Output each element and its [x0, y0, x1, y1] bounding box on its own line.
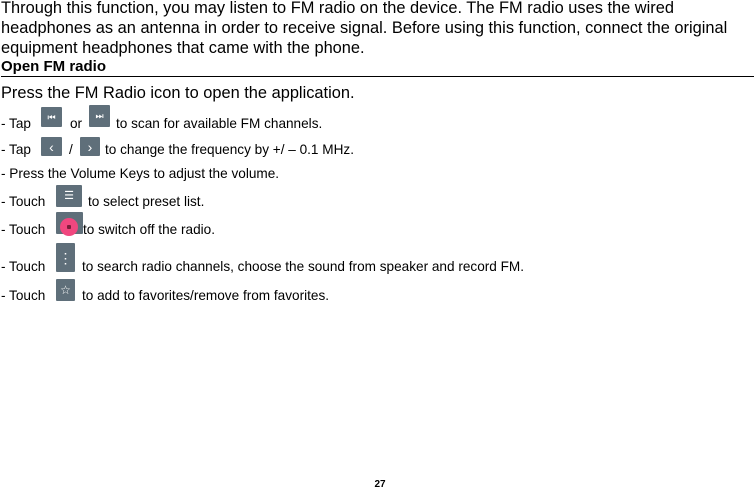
instruction-scan: [1, 110, 401, 134]
instruction-prefix: - Touch: [1, 288, 46, 303]
instruction-volume: - Press the Volume Keys to adjust the volume.: [1, 166, 280, 181]
instruction-menu: [1, 249, 601, 277]
instruction-prefix: - Tap: [1, 116, 31, 131]
instruction-power: [1, 222, 401, 240]
instruction-prefix: - Touch: [1, 222, 46, 237]
instruction-prefix: - Touch: [1, 259, 46, 274]
instruction-text: to switch off the radio.: [83, 222, 215, 237]
power-icon-container: [56, 212, 83, 234]
next-station-icon: ⏭: [89, 105, 110, 127]
instruction-tune: [1, 138, 401, 160]
instruction-or: or: [70, 116, 83, 131]
instruction-preset: [1, 189, 401, 212]
list-icon: ☰: [56, 185, 82, 207]
instruction-text: to select preset list.: [88, 194, 205, 209]
instruction-slash: /: [69, 142, 73, 157]
instruction-text: to search radio channels, choose the sound from speaker and record FM.: [82, 259, 525, 274]
instruction-prefix: - Tap: [1, 142, 31, 157]
frequency-up-icon: ›: [80, 137, 100, 156]
frequency-down-icon: ‹: [41, 137, 62, 156]
star-icon: ☆: [56, 279, 75, 301]
instruction-text: to add to favorites/remove from favorites.: [82, 288, 330, 303]
instruction-text: to change the frequency by +/ – 0.1 MHz.: [105, 142, 354, 157]
power-off-icon: [60, 218, 78, 236]
instruction-prefix: - Touch: [1, 194, 46, 209]
page-number: 27: [374, 479, 386, 490]
stop-icon: [67, 225, 71, 229]
instruction-favorite: [1, 283, 401, 306]
intro-paragraph: Through this function, you may listen to FM radio on the device. The FM radio uses the wired headphones as an antenna in order to receive signal. Before using this function, connect the original equipment headphones that came with the phone.: [1, 0, 728, 57]
lead-instruction: Press the FM Radio icon to open the application.: [1, 84, 355, 102]
instruction-text: to scan for available FM channels.: [116, 116, 323, 131]
more-options-icon: ⋮: [56, 243, 75, 272]
previous-station-icon: ⏮: [41, 107, 62, 127]
section-heading: Open FM radio: [1, 58, 754, 77]
